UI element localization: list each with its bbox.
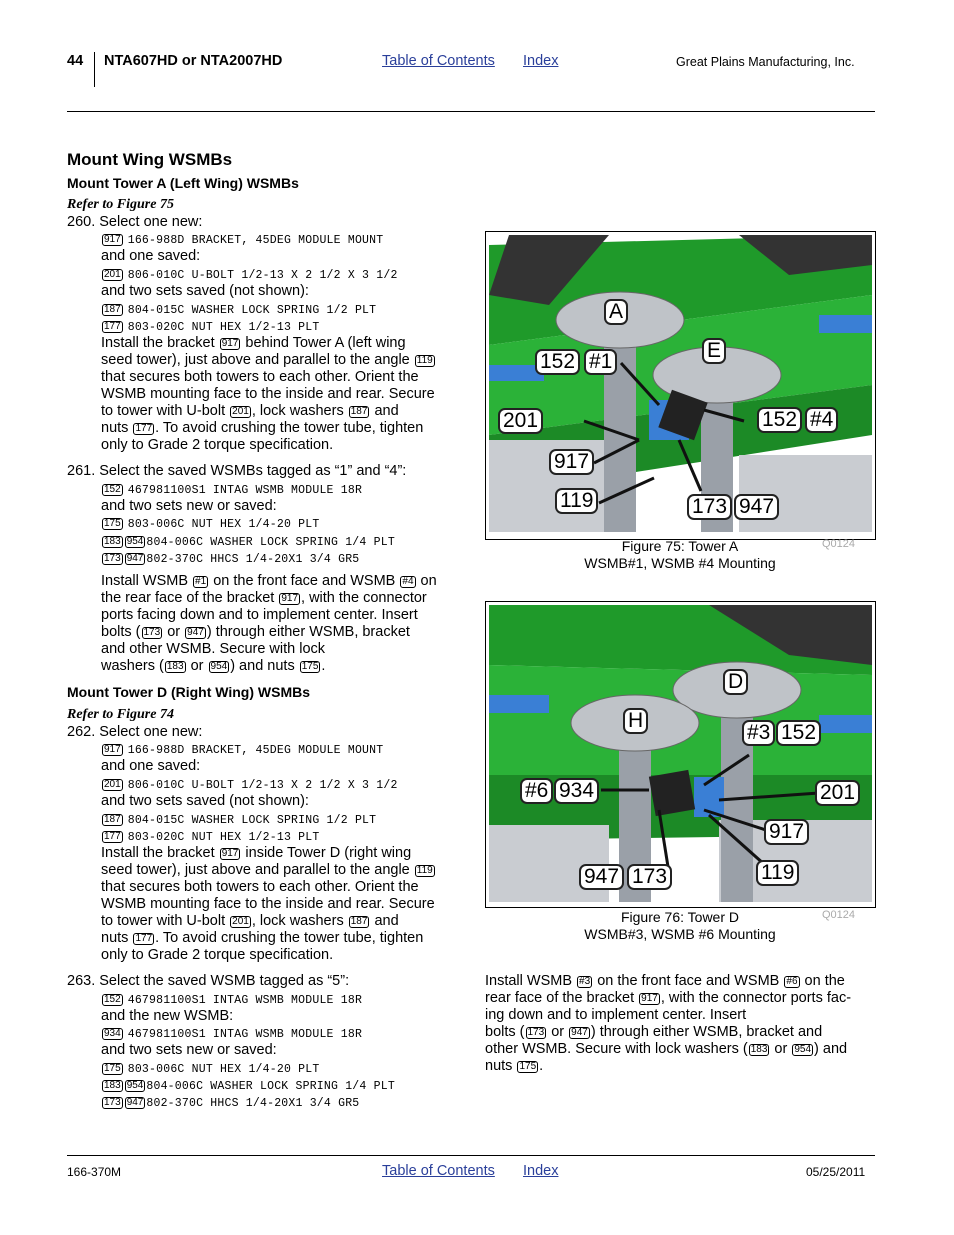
part-tag: 183 — [750, 1044, 768, 1055]
instruction-line — [101, 573, 437, 590]
header-divider — [94, 52, 95, 87]
text: or — [774, 1041, 788, 1057]
connector-text: and two sets saved (not shown): — [101, 793, 309, 809]
instruction-line — [101, 658, 325, 675]
part-tag: 947 — [187, 627, 204, 638]
part-tag: 177 — [104, 831, 121, 842]
instruction-line: only to Grade 2 torque specification. — [101, 437, 334, 453]
part-tag: 175 — [104, 1063, 121, 1074]
text: seed tower), just above and parallel to the angle — [101, 352, 410, 368]
part-tag: 152 — [104, 484, 121, 495]
text: ) and — [814, 1041, 848, 1057]
text: washers ( — [101, 658, 164, 674]
part-desc: 803-006C NUT HEX 1/4-20 PLT — [127, 1063, 320, 1076]
text: . — [321, 658, 326, 674]
part-line — [101, 481, 362, 499]
part-tag: 201 — [232, 916, 249, 927]
part-tag: 947 — [571, 1027, 588, 1038]
part-desc: 804-006C WASHER LOCK SPRING 1/4 PLT — [146, 536, 395, 549]
part-tag: 173 — [104, 553, 121, 564]
text: seed tower), just above and parallel to the angle — [101, 862, 410, 878]
instruction-line — [485, 1024, 822, 1041]
callout-6: #6 — [520, 778, 553, 804]
part-desc: 803-006C NUT HEX 1/4-20 PLT — [127, 518, 320, 531]
text: to tower with U-bolt — [101, 403, 226, 419]
figure-75-illustration — [489, 235, 872, 532]
caption-line: WSMB#1, WSMB #4 Mounting — [584, 555, 776, 571]
part-desc: 806-010C U-BOLT 1/2-13 X 2 1/2 X 3 1/2 — [127, 269, 398, 282]
callout-917: 917 — [549, 449, 594, 475]
part-tag: 119 — [416, 865, 433, 876]
connector-text: and two sets new or saved: — [101, 1042, 277, 1058]
part-tag: 917 — [104, 744, 121, 755]
part-line — [101, 741, 383, 759]
callout-119: 119 — [555, 488, 598, 514]
instruction-line — [485, 1041, 847, 1058]
instruction-line — [101, 335, 406, 352]
part-tag: 954 — [126, 1080, 144, 1091]
page-number: 44 — [67, 53, 84, 69]
part-tag: 187 — [350, 406, 368, 417]
footer-doc-number: 166-370M — [67, 1165, 122, 1179]
text: on — [420, 573, 437, 589]
part-line — [101, 515, 319, 533]
figure-75-caption — [545, 538, 815, 572]
text: Install the bracket — [101, 335, 215, 351]
part-tag: 177 — [135, 423, 153, 434]
part-tag: #4 — [402, 576, 414, 587]
part-tag: 934 — [104, 1028, 121, 1039]
part-desc: 802-370C HHCS 1/4-20X1 3/4 GR5 — [146, 1097, 360, 1110]
connector-text: and one saved: — [101, 758, 201, 774]
instruction-line — [101, 913, 399, 930]
part-tag: 183 — [104, 536, 121, 547]
callout-152: 152 — [776, 720, 821, 746]
text: . To avoid crushing the tower tube, tighten — [155, 420, 424, 436]
instruction-line: that secures both towers to each other. Orient the — [101, 879, 419, 895]
text: and — [374, 913, 399, 929]
instruction-line — [101, 845, 411, 862]
step-263-lead: 263. Select the saved WSMB tagged as “5”: — [67, 973, 350, 989]
callout-917: 917 — [764, 819, 809, 845]
caption-line: Figure 75: Tower A — [621, 538, 739, 554]
footer-index-link[interactable]: Index — [523, 1163, 559, 1179]
text: nuts — [101, 930, 129, 946]
instruction-line — [101, 352, 436, 369]
instruction-line — [101, 420, 423, 437]
part-desc: 804-015C WASHER LOCK SPRING 1/2 PLT — [127, 814, 377, 827]
connector-text: and two sets saved (not shown): — [101, 283, 309, 299]
step-260-lead: 260. Select one new: — [67, 214, 203, 230]
instruction-line: WSMB mounting face to the inside and rear. Secure — [101, 386, 435, 402]
part-tag: 947 — [126, 553, 144, 564]
part-tag: 954 — [794, 1044, 812, 1055]
part-tag: 917 — [281, 593, 299, 604]
text: Install the bracket — [101, 845, 215, 861]
header-rule — [67, 111, 875, 112]
text: , lock washers — [251, 403, 344, 419]
part-desc: 806-010C U-BOLT 1/2-13 X 2 1/2 X 3 1/2 — [127, 779, 398, 792]
callout-934: 934 — [554, 778, 599, 804]
part-tag: 183 — [166, 661, 184, 672]
instruction-line: that secures both towers to each other. Orient the — [101, 369, 419, 385]
connector-text: and one saved: — [101, 248, 201, 264]
text: on the — [804, 973, 845, 989]
callout-947: 947 — [579, 864, 624, 890]
footer-rule — [67, 1155, 875, 1156]
callout-201: 201 — [498, 408, 543, 434]
part-line — [101, 231, 383, 249]
instruction-line: WSMB mounting face to the inside and rear. Secure — [101, 896, 435, 912]
footer-date: 05/25/2011 — [806, 1165, 866, 1179]
callout-3: #3 — [742, 720, 775, 746]
instruction-line: only to Grade 2 torque specification. — [101, 947, 334, 963]
section-title: Mount Wing WSMBs — [67, 150, 233, 169]
instruction-line — [101, 930, 423, 947]
callout-173: 173 — [627, 864, 672, 890]
part-tag: #3 — [579, 976, 591, 987]
connector-text: and the new WSMB: — [101, 1008, 234, 1024]
text: , with the connector ports fac- — [660, 990, 852, 1006]
callout-152: 152 — [535, 349, 580, 375]
part-desc: 166-988D BRACKET, 45DEG MODULE MOUNT — [127, 744, 384, 757]
callout-h: H — [623, 708, 648, 734]
text: the rear face of the bracket — [101, 590, 275, 606]
instruction-line: ports facing down and to implement center. Insert — [101, 607, 418, 623]
text: and — [374, 403, 399, 419]
text: . — [539, 1058, 544, 1074]
part-line — [101, 828, 319, 846]
figure-76-caption — [545, 909, 815, 943]
ref-figure-75: Refer to Figure 75 — [67, 197, 174, 212]
part-tag: 177 — [104, 321, 121, 332]
part-line — [101, 1077, 395, 1095]
part-tag: 183 — [104, 1080, 121, 1091]
instruction-line — [101, 624, 410, 641]
part-tag: 119 — [416, 355, 433, 366]
caption-line: WSMB#3, WSMB #6 Mounting — [584, 926, 776, 942]
part-desc: 467981100S1 INTAG WSMB MODULE 18R — [127, 1028, 363, 1041]
callout-152b: 152 — [757, 407, 802, 433]
text: behind Tower A (left wing — [245, 335, 406, 351]
text: to tower with U-bolt — [101, 913, 226, 929]
header-index-link[interactable]: Index — [523, 53, 559, 69]
instruction-line — [485, 973, 845, 990]
text: Install WSMB — [485, 973, 573, 989]
text: on the front face and WSMB — [213, 573, 396, 589]
text: ) through either WSMB, bracket — [206, 624, 410, 640]
part-line — [101, 318, 319, 336]
text: . To avoid crushing the tower tube, tighten — [155, 930, 424, 946]
part-line — [101, 1025, 362, 1043]
part-tag: 173 — [527, 1027, 545, 1038]
footer-toc-link[interactable]: Table of Contents — [382, 1163, 495, 1179]
figure-75 — [485, 231, 876, 540]
part-desc: 803-020C NUT HEX 1/2-13 PLT — [127, 321, 320, 334]
part-tag: 917 — [104, 234, 121, 245]
text: or — [551, 1024, 565, 1040]
part-tag: 954 — [210, 661, 228, 672]
part-line — [101, 266, 398, 284]
part-tag: 173 — [104, 1097, 121, 1108]
part-tag: 917 — [221, 848, 239, 859]
header-toc-link[interactable]: Table of Contents — [382, 53, 495, 69]
part-line — [101, 811, 376, 829]
subsection-tower-d: Mount Tower D (Right Wing) WSMBs — [67, 684, 311, 700]
text: bolts ( — [485, 1024, 525, 1040]
figure-76 — [485, 601, 876, 908]
step-262-lead: 262. Select one new: — [67, 724, 203, 740]
part-tag: 187 — [104, 304, 121, 315]
part-line — [101, 991, 362, 1009]
callout-4: #4 — [805, 407, 838, 433]
instruction-line — [485, 1058, 543, 1075]
part-desc: 803-020C NUT HEX 1/2-13 PLT — [127, 831, 320, 844]
figure-76-illustration — [489, 605, 872, 902]
text: nuts — [485, 1058, 513, 1074]
subsection-tower-a: Mount Tower A (Left Wing) WSMBs — [67, 175, 299, 191]
callout-a: A — [604, 299, 628, 325]
part-tag: 201 — [104, 779, 121, 790]
part-tag: 917 — [221, 338, 239, 349]
instruction-line: and other WSMB. Secure with lock — [101, 641, 326, 657]
part-tag: 187 — [350, 916, 368, 927]
part-line — [101, 550, 359, 568]
part-tag: 177 — [135, 933, 153, 944]
connector-text: and two sets new or saved: — [101, 498, 277, 514]
part-tag: #1 — [195, 576, 207, 587]
part-tag: 175 — [301, 661, 319, 672]
part-tag: 175 — [519, 1061, 537, 1072]
text: rear face of the bracket — [485, 990, 635, 1006]
callout-e: E — [702, 338, 726, 364]
part-tag: #6 — [786, 976, 798, 987]
instruction-line: ing down and to implement center. Insert — [485, 1007, 747, 1023]
part-tag: 187 — [104, 814, 121, 825]
instruction-line — [485, 990, 851, 1007]
text: ) through either WSMB, bracket and — [590, 1024, 823, 1040]
part-line — [101, 1060, 319, 1078]
callout-d: D — [723, 669, 748, 695]
part-desc: 467981100S1 INTAG WSMB MODULE 18R — [127, 484, 363, 497]
text: , lock washers — [251, 913, 344, 929]
part-desc: 166-988D BRACKET, 45DEG MODULE MOUNT — [127, 234, 384, 247]
caption-line: Figure 76: Tower D — [620, 909, 739, 925]
callout-173: 173 — [687, 494, 732, 520]
part-tag: 175 — [104, 518, 121, 529]
instruction-line — [101, 862, 436, 879]
instruction-line — [101, 403, 399, 420]
figure-76-code: Q0124 — [822, 909, 856, 921]
part-line — [101, 301, 376, 319]
callout-201: 201 — [815, 780, 860, 806]
text: ) and nuts — [230, 658, 295, 674]
text: , with the connector — [301, 590, 427, 606]
callout-119: 119 — [756, 860, 799, 886]
part-line — [101, 533, 395, 551]
callout-1: #1 — [584, 349, 617, 375]
text: other WSMB. Secure with lock washers ( — [485, 1041, 748, 1057]
text: Install WSMB — [101, 573, 189, 589]
part-desc: 804-006C WASHER LOCK SPRING 1/4 PLT — [146, 1080, 395, 1093]
callout-947: 947 — [734, 494, 779, 520]
part-tag: 173 — [143, 627, 161, 638]
text: bolts ( — [101, 624, 141, 640]
part-tag: 917 — [641, 993, 658, 1004]
part-line — [101, 776, 398, 794]
step-261-lead: 261. Select the saved WSMBs tagged as “1” and “4”: — [67, 463, 407, 479]
part-tag: 201 — [104, 269, 121, 280]
part-tag: 947 — [126, 1097, 144, 1108]
part-line — [101, 1094, 359, 1112]
part-tag: 954 — [126, 536, 144, 547]
part-desc: 804-015C WASHER LOCK SPRING 1/2 PLT — [127, 304, 377, 317]
ref-figure-74: Refer to Figure 74 — [67, 707, 174, 722]
text: on the front face and WSMB — [597, 973, 780, 989]
text: nuts — [101, 420, 129, 436]
part-desc: 802-370C HHCS 1/4-20X1 3/4 GR5 — [146, 553, 360, 566]
company-name: Great Plains Manufacturing, Inc. — [676, 55, 855, 69]
instruction-line — [101, 590, 427, 607]
part-tag: 152 — [104, 994, 121, 1005]
text: or — [190, 658, 204, 674]
model-title: NTA607HD or NTA2007HD — [104, 53, 283, 69]
part-desc: 467981100S1 INTAG WSMB MODULE 18R — [127, 994, 363, 1007]
part-tag: 201 — [232, 406, 249, 417]
text: inside Tower D (right wing — [245, 845, 412, 861]
text: or — [167, 624, 181, 640]
figure-75-code: Q0124 — [822, 538, 856, 550]
